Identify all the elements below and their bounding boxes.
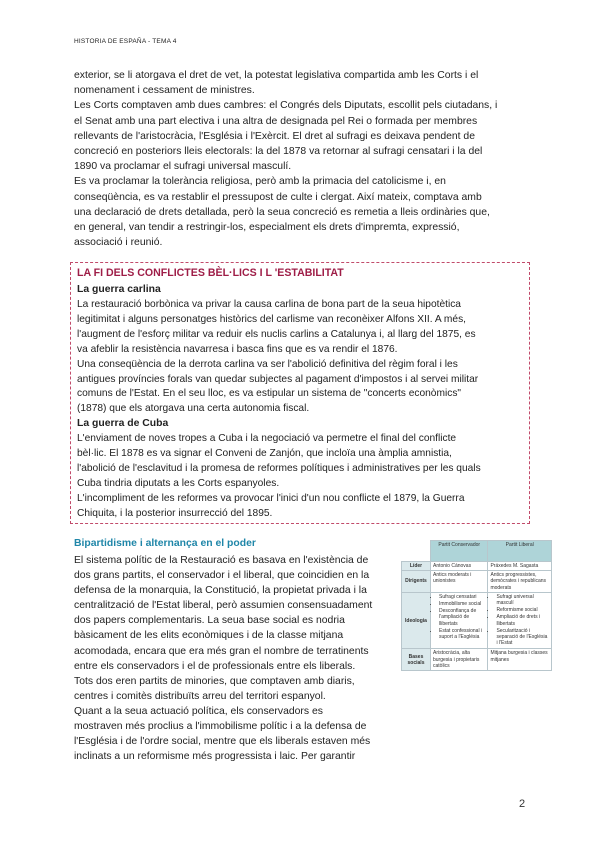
carlina-text [77, 298, 527, 417]
cell-lider-conservador: Antonio Cánovas [431, 562, 488, 571]
cell-dirigents-conservador: Antics moderats i unionistes [431, 571, 488, 593]
text-line: inclinats a un reformisme més progressista i laic. Per garantir [74, 751, 356, 763]
text-line: associació i reunió. [74, 237, 163, 249]
text-line: 1890 va proclamar el sufragi universal masculí. [74, 161, 292, 173]
text-line: va afeblir la resistència navarresa i basca fins que es va rendir el 1876. [77, 343, 398, 355]
text-line: bèl·lic. El 1878 es va signar el Conveni de Zanjón, que incloïa una àmplia amnistia, [77, 447, 452, 459]
row-header-ideologia: Ideologia [402, 592, 431, 649]
header-conservador: Partit Conservador [431, 541, 488, 562]
text-line: mostraven més proclius a l'immobilisme polític i a la defensa de [74, 721, 367, 733]
list-item: • Sufragi censatari [439, 594, 485, 600]
cell-lider-liberal: Práxedes M. Sagasta [488, 562, 552, 571]
list-item: • Desconfiança de l'ampliació de llibertats [439, 608, 485, 627]
text-line: el Senat amb una part electiva i una altra de designada pel Rei o formada per membres [74, 115, 478, 127]
row-header-dirigents: Dirigents [402, 571, 431, 593]
text-line: L'enviament de noves tropes a Cuba i la negociació va permetre el final del conflicte [77, 433, 457, 444]
list-item: • Sufragi universal masculí [496, 594, 549, 606]
text-line: rellevants de l'aristocràcia, l'Església i l'Exèrcit. El dret al sufragi es deixava pendent de [74, 130, 475, 142]
text-line: defensa de la monarquia, la Constitució, la propietat privada i la [74, 585, 367, 597]
text-line: Les Corts comptaven amb dues cambres: el Congrés dels Diputats, escollit pels ciutadans, i [74, 100, 498, 112]
row-header-bases: Bases socials [402, 649, 431, 671]
cell-bases-liberal: Mitjana burgesia i classes mitjanes [488, 649, 552, 671]
text-line: l'augment de l'esforç militar va reduir els nuclis carlins a Catalunya i, al llarg del 1875, es [77, 328, 476, 340]
cuba-heading: La guerra de Cuba [77, 418, 169, 429]
text-line: Es va proclamar la tolerància religiosa, però amb la primacia del catolicisme i, en [74, 176, 446, 188]
text-line: (1878) que els atorgava una certa autonomia fiscal. [77, 403, 310, 415]
section-text [74, 553, 394, 764]
parties-table [401, 540, 552, 671]
text-line: acomodada, encara que era més gran el nombre de terratinents [74, 645, 369, 657]
text-line: l'abolició de l'esclavitud i la promesa de reformes polítiques i administratives per les quals [77, 462, 481, 474]
list-item: • Immobilisme social [439, 601, 485, 607]
header-liberal: Partit Liberal [488, 541, 552, 562]
text-line: bàsicament de les elits econòmiques i de la classe mitjana [74, 630, 344, 642]
text-line: en general, van tendir a restringir-los, especialment els drets d'impremta, expressió, [74, 222, 460, 234]
table-row [402, 592, 552, 649]
carlina-heading: La guerra carlina [77, 284, 161, 295]
text-line: concreció en posteriors lleis electorals: la del 1878 va retornar al sufragi censatari i la del [74, 146, 483, 158]
text-line: l'Església i de l'ordre social, mentre que els liberals estaven més [74, 736, 371, 748]
table-row [402, 571, 552, 593]
table-row [402, 562, 552, 571]
cuba-text [77, 432, 527, 521]
cell-dirigents-liberal: Antics progressistes, demòcrates i republicans moderats [488, 571, 552, 593]
text-line: dos grans partits, el conservador i el liberal, que coincidien en la [74, 570, 370, 582]
text-line: Chiquita, i la posterior insurrecció del 1895. [77, 507, 273, 519]
text-line: Quant a la seua actuació política, els conservadors es [74, 705, 323, 717]
text-line: antigues províncies forals van quedar subjectes al pagament d'impostos i al servei militar [77, 373, 479, 385]
text-line: nomenament i cessament de ministres. [74, 85, 255, 97]
page-header: HISTORIA DE ESPAÑA - TEMA 4 [74, 38, 177, 45]
box-title: LA FI DELS CONFLICTES BÈL·LICS I L 'ESTABILITAT [77, 267, 344, 279]
page-number: 2 [519, 798, 526, 810]
cell-bases-conservador: Aristocràcia, alta burgesia i propietaris catòlics [431, 649, 488, 671]
text-line: Cuba tindria diputats a les Corts espanyoles. [77, 477, 280, 489]
list-item: • Estat confessional i suport a l'Església [439, 628, 485, 640]
section-title: Bipartidisme i alternança en el poder [74, 538, 256, 549]
text-line: L'incompliment de les reformes va provocar l'inici d'un nou conflicte el 1879, la Guerra [77, 492, 465, 504]
text-line: centralització de l'Estat liberal, però assumien consensuadament [74, 600, 373, 612]
text-line: entre els conservadors i el de professionals entre els liberals. [74, 660, 356, 672]
list-item: • Ampliació de drets i llibertats [496, 614, 549, 626]
text-line: una declaració de drets detallada, però la seua concreció es remetia a lleis ordinàries que, [74, 206, 490, 218]
row-header-lider: Líder [402, 562, 431, 571]
table-row [402, 649, 552, 671]
text-line: El sistema polític de la Restauració es basava en l'existència de [74, 555, 369, 566]
cell-ideologia-liberal [488, 592, 552, 649]
text-line: conseqüència, es va restablir el pressupost de culte i clergat. Així mateix, comptava amb [74, 191, 482, 203]
intro-text [74, 68, 532, 250]
cell-ideologia-conservador [431, 592, 488, 649]
text-line: Tots dos eren partits de minories, que comptaven amb diaris, [74, 675, 355, 687]
text-line: dos papers complementaris. La seua base social es nodria [74, 615, 345, 627]
text-line: legitimitat i alguns personatges històrics del carlisme van reconèixer Alfons XII. A més, [77, 313, 467, 325]
table-corner [402, 541, 431, 562]
list-item: • Reformisme social [496, 607, 549, 613]
text-line: centres i comitès distribuïts arreu del territori espanyol. [74, 690, 326, 702]
list-item: • Secularització i separació de l'Església i l'Estat [496, 628, 549, 647]
text-line: exterior, se li atorgava el dret de vet, la potestat legislativa compartida amb les Corts i el [74, 70, 479, 81]
text-line: Una conseqüència de la derrota carlina va ser l'abolició definitiva del règim foral i les [77, 358, 458, 370]
text-line: comuns de l'Estat. En el seu lloc, es va estipular un sistema de "concerts econòmics" [77, 388, 462, 400]
text-line: La restauració borbònica va privar la causa carlina de bona part de la seua hipotètica [77, 299, 461, 310]
